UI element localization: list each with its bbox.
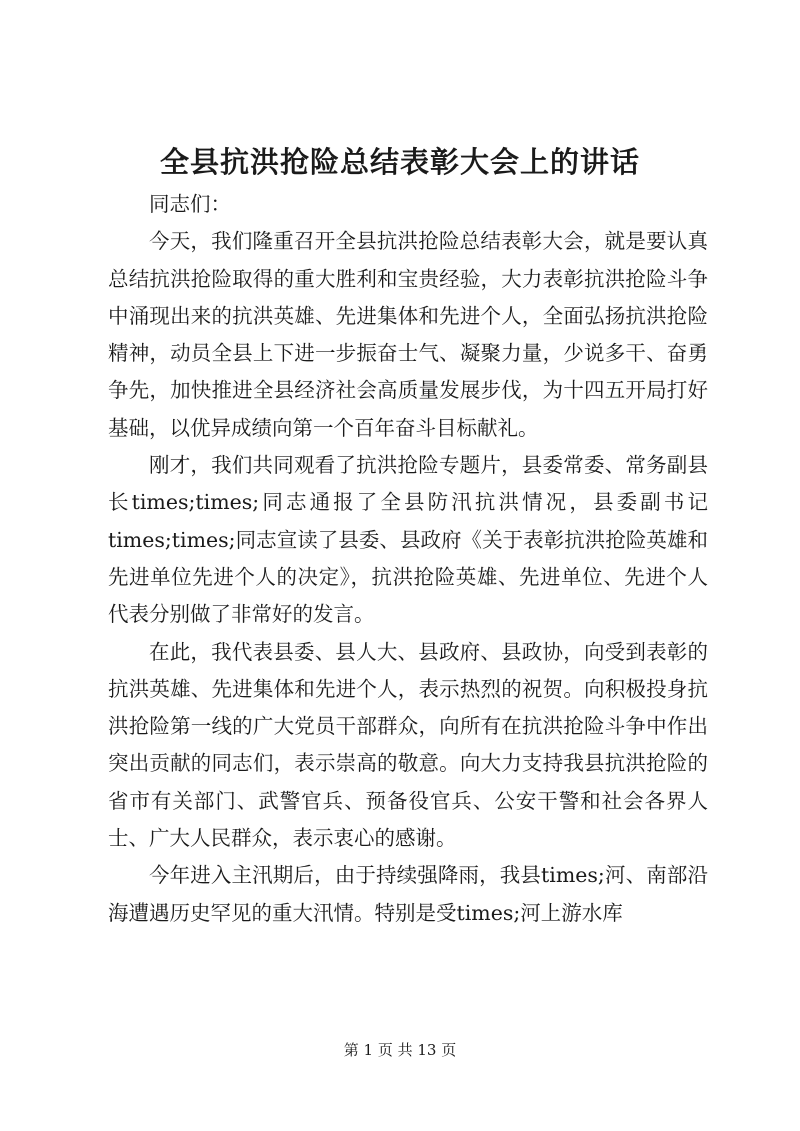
- body-paragraph: 今年进入主汛期后，由于持续强降雨，我县times;河、南部沿海遭遇历史罕见的重大汛情。特别是受times;河上游水库: [108, 863, 708, 925]
- speech-body: [108, 186, 708, 932]
- body-paragraph: 今天，我们隆重召开全县抗洪抢险总结表彰大会，就是要认真总结抗洪抢险取得的重大胜利和宝贵经验，大力表彰抗洪抢险斗争中涌现出来的抗洪英雄、先进集体和先进个人，全面弘扬抗洪抢险精神，动员全县上下进一步振奋士气、凝聚力量，少说多干、奋勇争先，加快推进全县经济社会高质量发展步伐，为十四五开局打好基础，以优异成绩向第一个百年奋斗目标献礼。: [108, 229, 708, 440]
- page-number-footer: 第 1 页 共 13 页: [343, 1041, 457, 1059]
- body-paragraph: 在此，我代表县委、县人大、县政府、县政协，向受到表彰的抗洪英雄、先进集体和先进个人，表示热烈的祝贺。向积极投身抗洪抢险第一线的广大党员干部群众，向所有在抗洪抢险斗争中作出突出贡献的同志们，表示崇高的敬意。向大力支持我县抗洪抢险的省市有关部门、武警官兵、预备役官兵、公安干警和社会各界人士、广大人民群众，表示衷心的感谢。: [108, 639, 708, 851]
- salutation-paragraph: 同志们：: [149, 192, 231, 216]
- body-paragraph: 刚才，我们共同观看了抗洪抢险专题片，县委常委、常务副县长times;times;同志通报了全县防汛抗洪情况，县委副书记times;times;同志宣读了县委、县政府《关于表彰抗洪抢险英雄和先进单位先进个人的决定》，抗洪抢险英雄、先进单位、先进个人代表分别做了非常好的发言。: [108, 453, 708, 627]
- page-title: 全县抗洪抢险总结表彰大会上的讲话: [159, 145, 640, 179]
